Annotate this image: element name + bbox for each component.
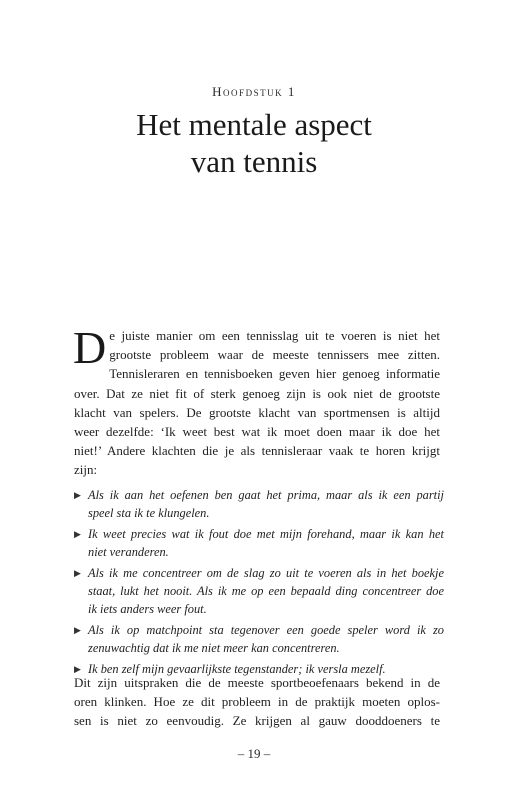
intro-line: weer dezelfde: ‘Ik weet best wat ik moet doen maar ik doe het	[74, 424, 440, 440]
quote-line: ik iets anders weer fout.	[88, 602, 207, 617]
chapter-title-line-2: van tennis	[190, 144, 318, 179]
quote-line: niet veranderen.	[88, 545, 169, 560]
closing-line: oren klinken. Hoe ze dit probleem in de praktijk moeten oplos-	[74, 694, 440, 710]
quote-line: Als ik aan het oefenen ben gaat het prima, maar als ik een partij	[88, 488, 444, 502]
page-number: – 19 –	[237, 746, 271, 761]
quote-line: Ik ben zelf mijn gevaarlijkste tegenstander; ik versla mezelf.	[88, 661, 386, 676]
drop-cap: D	[73, 322, 107, 373]
quote-item	[74, 525, 444, 562]
intro-line: niet!’ Andere klachten die je als tennisleraar vaak te horen krijgt	[74, 443, 440, 459]
chapter-label: Hoofdstuk 1	[212, 84, 296, 99]
intro-line: Tennisleraren en tennisboeken geven hier genoeg informatie	[109, 366, 440, 382]
arrow-bullet-icon: ▶	[74, 567, 81, 578]
intro-line: grootste probleem waar de meeste tennissers mee zitten.	[109, 347, 440, 363]
quote-item	[74, 621, 444, 658]
arrow-bullet-icon: ▶	[74, 663, 81, 674]
intro-line: klacht van spelers. De grootste klacht van sportmensen is altijd	[74, 404, 440, 420]
arrow-bullet-icon: ▶	[74, 624, 81, 635]
closing-line: Dit zijn uitspraken die de meeste sportbeoefenaars bekend in de	[74, 675, 440, 690]
quote-line: Ik weet precies wat ik fout doe met mijn forehand, maar ik kan het	[88, 526, 444, 541]
intro-paragraph	[73, 322, 440, 480]
quote-line: speel sta ik te klungelen.	[88, 506, 210, 521]
intro-line: over. Dat ze niet fit of sterk genoeg zijn is ook niet de grootste	[74, 385, 440, 401]
intro-line: e juiste manier om een tennisslag uit te voeren is niet het	[109, 328, 440, 343]
chapter-title-line-1: Het mentale aspect	[136, 107, 372, 142]
quote-line: Als ik me concentreer om de slag zo uit te voeren als in het boekje	[88, 565, 444, 580]
chapter-title	[0, 106, 508, 180]
quote-line: Als ik op matchpoint sta tegenover een goede speler word ik zo	[88, 622, 444, 637]
intro-line: zijn:	[74, 462, 98, 478]
arrow-bullet-icon: ▶	[74, 490, 81, 500]
quote-line: zenuwachtig dat ik me niet meer kan concentreren.	[88, 641, 340, 656]
quote-line: staat, lukt het nooit. Als ik me op een bepaald ding concentreer doe	[88, 584, 444, 599]
quote-item	[74, 564, 444, 619]
closing-line: sen is niet zo eenvoudig. Ze krijgen al gauw dooddoeners te	[74, 713, 440, 729]
closing-paragraph	[74, 673, 440, 731]
quote-list	[74, 486, 444, 680]
arrow-bullet-icon: ▶	[74, 528, 81, 539]
quote-item	[74, 486, 444, 523]
